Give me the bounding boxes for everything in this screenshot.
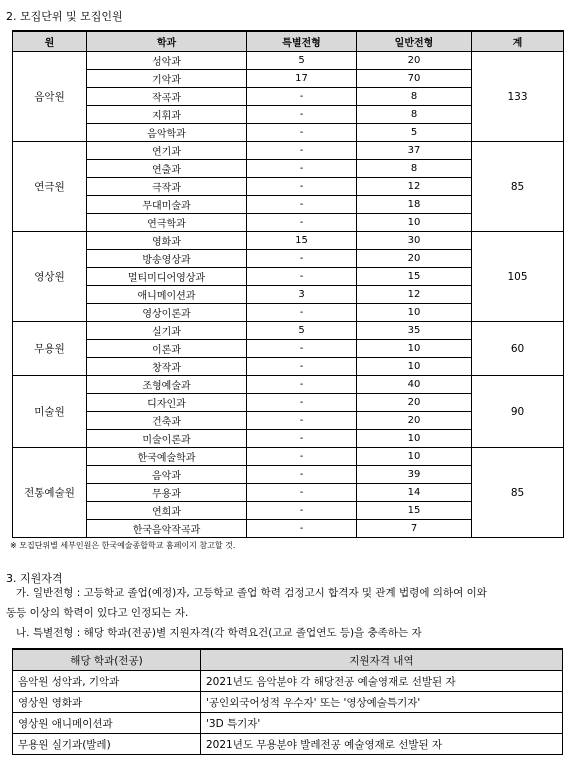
special-quota-cell: 5 <box>247 52 357 70</box>
table-row <box>13 671 563 692</box>
table-header-row <box>13 31 564 52</box>
special-quota-cell: - <box>247 340 357 358</box>
department-cell: 연기과 <box>87 142 247 160</box>
special-quota-cell: - <box>247 214 357 232</box>
school-cell: 미술원 <box>13 376 87 448</box>
general-quota-cell: 15 <box>357 268 472 286</box>
department-cell: 무용과 <box>87 484 247 502</box>
department-cell: 건축과 <box>87 412 247 430</box>
special-quota-cell: - <box>247 358 357 376</box>
general-quota-cell: 10 <box>357 358 472 376</box>
department-cell: 멀티미디어영상과 <box>87 268 247 286</box>
general-quota-cell: 37 <box>357 142 472 160</box>
special-quota-cell: - <box>247 250 357 268</box>
special-quota-cell: - <box>247 412 357 430</box>
general-quota-cell: 39 <box>357 466 472 484</box>
column-header: 계 <box>472 31 564 52</box>
department-cell: 음악과 <box>87 466 247 484</box>
table-row <box>13 692 563 713</box>
department-cell: 영상이론과 <box>87 304 247 322</box>
table-row <box>13 376 564 394</box>
general-quota-cell: 14 <box>357 484 472 502</box>
school-cell: 전통예술원 <box>13 448 87 538</box>
special-quota-cell: - <box>247 304 357 322</box>
department-cell: 방송영상과 <box>87 250 247 268</box>
department-cell: 기악과 <box>87 70 247 88</box>
special-quota-cell: - <box>247 484 357 502</box>
department-cell: 한국음악작곡과 <box>87 520 247 538</box>
column-header: 특별전형 <box>247 31 357 52</box>
total-cell: 133 <box>472 52 564 142</box>
table-row <box>13 52 564 70</box>
special-quota-cell: 5 <box>247 322 357 340</box>
table-row <box>13 448 564 466</box>
school-cell: 연극원 <box>13 142 87 232</box>
general-quota-cell: 20 <box>357 250 472 268</box>
general-quota-cell: 10 <box>357 214 472 232</box>
column-header: 해당 학과(전공) <box>13 649 201 671</box>
general-quota-cell: 15 <box>357 502 472 520</box>
total-cell: 105 <box>472 232 564 322</box>
column-header: 학과 <box>87 31 247 52</box>
special-quota-cell: - <box>247 142 357 160</box>
department-cell: 창작과 <box>87 358 247 376</box>
table-row <box>13 322 564 340</box>
special-quota-cell: - <box>247 466 357 484</box>
department-cell: 무대미술과 <box>87 196 247 214</box>
general-quota-cell: 20 <box>357 394 472 412</box>
department-cell: 실기과 <box>87 322 247 340</box>
total-cell: 90 <box>472 376 564 448</box>
general-quota-cell: 7 <box>357 520 472 538</box>
department-cell: 조형예술과 <box>87 376 247 394</box>
special-quota-cell: 15 <box>247 232 357 250</box>
footnote: ※ 모집단위별 세부인원은 한국예술종합학교 홈페이지 참고할 것. <box>10 541 236 550</box>
general-quota-cell: 8 <box>357 88 472 106</box>
department-cell: 무용원 실기과(발레) <box>13 734 201 755</box>
department-cell: 음악원 성악과, 기악과 <box>13 671 201 692</box>
eligibility-cell: 2021년도 무용분야 발레전공 예술영재로 선발된 자 <box>201 734 563 755</box>
department-cell: 극작과 <box>87 178 247 196</box>
general-quota-cell: 5 <box>357 124 472 142</box>
special-quota-cell: - <box>247 448 357 466</box>
department-cell: 음악학과 <box>87 124 247 142</box>
special-quota-cell: - <box>247 268 357 286</box>
general-quota-cell: 35 <box>357 322 472 340</box>
department-cell: 성악과 <box>87 52 247 70</box>
total-cell: 85 <box>472 142 564 232</box>
special-quota-cell: 17 <box>247 70 357 88</box>
department-cell: 연희과 <box>87 502 247 520</box>
department-cell: 이론과 <box>87 340 247 358</box>
total-cell: 60 <box>472 322 564 376</box>
department-cell: 연출과 <box>87 160 247 178</box>
general-quota-cell: 20 <box>357 412 472 430</box>
special-quota-cell: - <box>247 502 357 520</box>
school-cell: 영상원 <box>13 232 87 322</box>
school-cell: 음악원 <box>13 52 87 142</box>
department-cell: 영상원 애니메이션과 <box>13 713 201 734</box>
section2-title: 2. 모집단위 및 모집인원 <box>6 10 123 23</box>
general-quota-cell: 70 <box>357 70 472 88</box>
general-quota-cell: 30 <box>357 232 472 250</box>
general-admission-text-cont: 동등 이상의 학력이 있다고 인정되는 자. <box>6 607 189 619</box>
general-quota-cell: 12 <box>357 178 472 196</box>
table-row <box>13 713 563 734</box>
general-quota-cell: 40 <box>357 376 472 394</box>
special-quota-cell: - <box>247 394 357 412</box>
column-header: 일반전형 <box>357 31 472 52</box>
school-cell: 무용원 <box>13 322 87 376</box>
eligibility-table <box>12 648 563 755</box>
section3-title: 3. 지원자격 <box>6 572 63 585</box>
column-header: 원 <box>13 31 87 52</box>
department-cell: 한국예술학과 <box>87 448 247 466</box>
special-quota-cell: - <box>247 106 357 124</box>
general-quota-cell: 8 <box>357 106 472 124</box>
special-admission-text: 나. 특별전형 : 해당 학과(전공)별 지원자격(각 학력요건(고교 졸업연도 등)을 충족하는 자 <box>16 627 422 639</box>
admission-quota-table <box>12 30 564 538</box>
general-admission-text: 가. 일반전형 : 고등학교 졸업(예정)자, 고등학교 졸업 학력 검정고시 합격자 및 관계 법령에 의하여 이와 <box>16 587 487 599</box>
department-cell: 영상원 영화과 <box>13 692 201 713</box>
eligibility-cell: '3D 특기자' <box>201 713 563 734</box>
general-quota-cell: 10 <box>357 304 472 322</box>
special-quota-cell: - <box>247 124 357 142</box>
table-row <box>13 734 563 755</box>
general-quota-cell: 20 <box>357 52 472 70</box>
department-cell: 작곡과 <box>87 88 247 106</box>
special-quota-cell: - <box>247 430 357 448</box>
special-quota-cell: - <box>247 178 357 196</box>
special-quota-cell: 3 <box>247 286 357 304</box>
department-cell: 연극학과 <box>87 214 247 232</box>
eligibility-cell: '공인외국어성적 우수자' 또는 '영상예술특기자' <box>201 692 563 713</box>
general-quota-cell: 10 <box>357 340 472 358</box>
department-cell: 영화과 <box>87 232 247 250</box>
general-quota-cell: 10 <box>357 430 472 448</box>
special-quota-cell: - <box>247 88 357 106</box>
special-quota-cell: - <box>247 160 357 178</box>
special-quota-cell: - <box>247 520 357 538</box>
special-quota-cell: - <box>247 196 357 214</box>
column-header: 지원자격 내역 <box>201 649 563 671</box>
general-quota-cell: 10 <box>357 448 472 466</box>
general-quota-cell: 12 <box>357 286 472 304</box>
eligibility-cell: 2021년도 음악분야 각 해당전공 예술영재로 선발된 자 <box>201 671 563 692</box>
special-quota-cell: - <box>247 376 357 394</box>
general-quota-cell: 8 <box>357 160 472 178</box>
department-cell: 디자인과 <box>87 394 247 412</box>
general-quota-cell: 18 <box>357 196 472 214</box>
department-cell: 애니메이션과 <box>87 286 247 304</box>
table-row <box>13 232 564 250</box>
table-row <box>13 142 564 160</box>
department-cell: 미술이론과 <box>87 430 247 448</box>
department-cell: 지휘과 <box>87 106 247 124</box>
table-header-row <box>13 649 563 671</box>
total-cell: 85 <box>472 448 564 538</box>
